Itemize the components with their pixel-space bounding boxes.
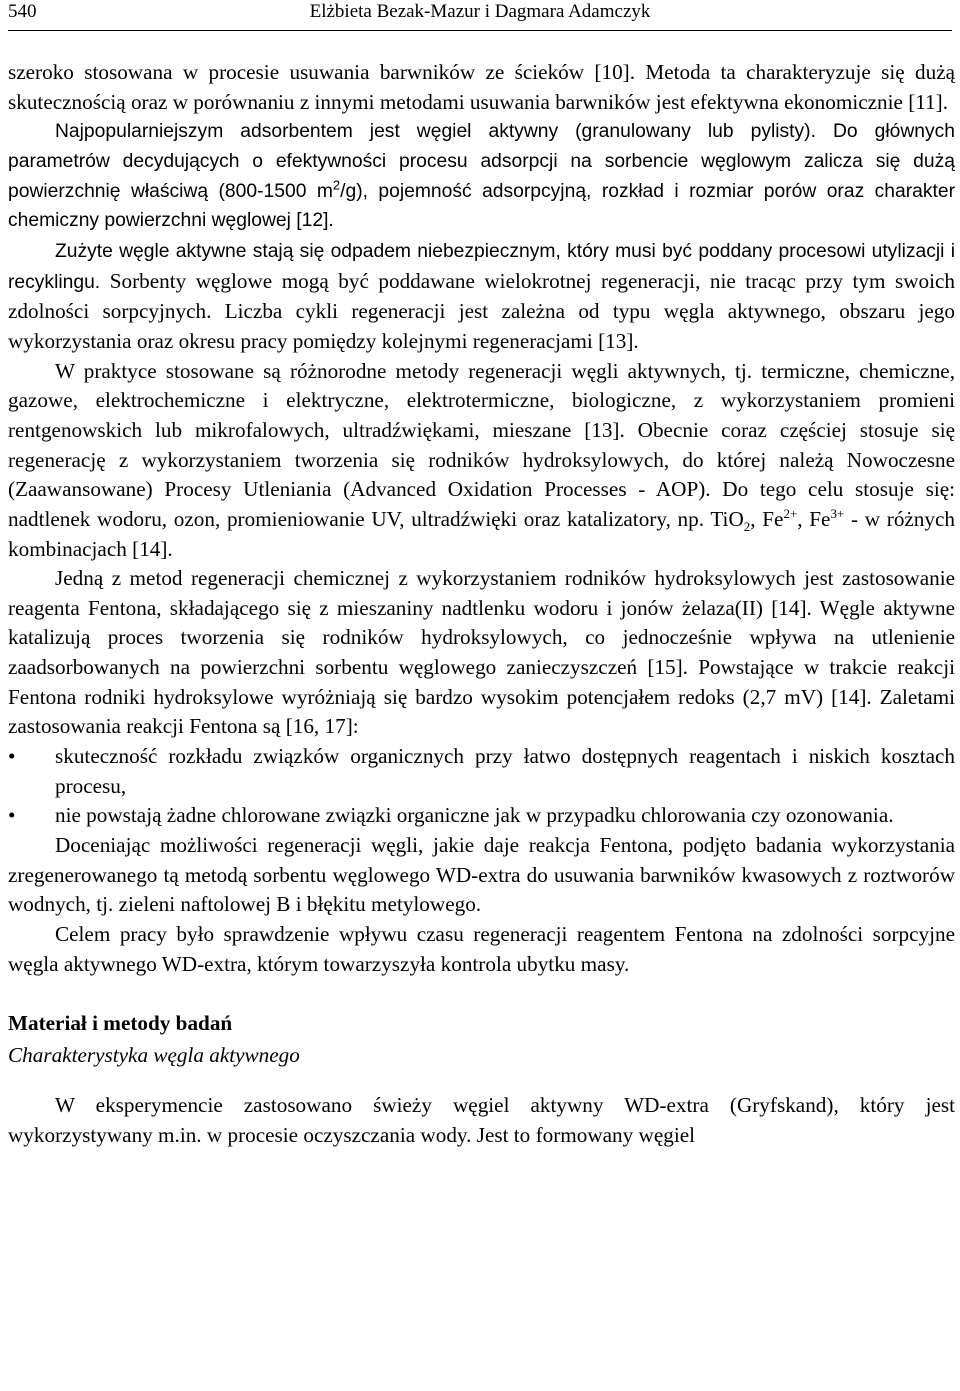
paragraph-4-text-b: , Fe: [750, 506, 784, 531]
paragraph-4-text-c: , Fe: [797, 506, 831, 531]
paragraph-5: Jedną z metod regeneracji chemicznej z wykorzystaniem rodników hydroksylowych jest zastosowanie reagenta Fentona, składającego się z mieszaniny nadtlenku wodoru i jonów żelaza(II) [14]. Węgle aktywne katalizują proces tworzenia się rodników hydroksylowych, co jednocześnie wpływa na utlenienie zaadsorbowanych na powierzchni sorbentu węglowego zanieczyszczeń [15]. Powstające w trakcie reakcji Fentona rodniki hydroksylowe wyróżniają się bardzo wysokim potencjałem redoks (2,7 mV) [14]. Zaletami zastosowania reakcji Fentona są [16, 17]:: [8, 566, 955, 739]
spacer: [8, 1071, 955, 1091]
bullet-list: [8, 742, 955, 831]
running-header: [8, 0, 952, 32]
paragraph-1: szeroko stosowana w procesie usuwania barwników ze ścieków [10]. Metoda ta charakteryzuje się dużą skutecznością oraz w porównaniu z innymi metodami usuwania barwników jest efektywna ekonomicznie [11].: [8, 60, 955, 114]
bullet-icon: •: [8, 744, 16, 769]
paragraph-8: W eksperymencie zastosowano świeży węgiel aktywny WD-extra (Gryfskand), który jest wykorzystywany m.in. w procesie oczyszczania wody. Jest to formowany węgiel: [8, 1093, 955, 1147]
page-number: 540: [8, 1, 37, 22]
paragraph-2-text-a: Najpopularniejszym adsorbentem jest węgiel aktywny (granulowany lub pylisty). Do głównych parametrów decydujących o efektywności procesu adsorpcji na sorbencie węglowym zalicza się dużą powierzchnię właściwą (800-1500 m: [8, 121, 955, 202]
bullet-icon: •: [8, 803, 16, 828]
paragraph-6: Doceniając możliwości regeneracji węgli, jakie daje reakcja Fentona, podjęto badania wykorzystania zregenerowanego tą metodą sorbentu węglowego WD-extra do usuwania barwników kwasowych z roztworów wodnych, tj. zieleni naftolowej B i błękitu metylowego.: [8, 833, 955, 917]
list-item: [8, 801, 955, 831]
paragraph-3: [8, 236, 955, 357]
paragraph-2-text-b: /g), pojemność adsorpcyjną, rozkład i rozmiar porów oraz charakter chemiczny powierzchni węglowej [12].: [8, 180, 956, 232]
spacer: [8, 979, 955, 1007]
superscript-2-plus: 2+: [783, 505, 798, 521]
subscript-2: 2: [743, 519, 751, 535]
paragraph-3-text-b: Sorbenty węglowe mogą być poddawane wielokrotnej regeneracji, nie tracąc przy tym swoich zdolności sorpcyjnych. Liczba cykli regeneracji jest zależna od typu węgla aktywnego, obszaru jego wykorzystania oraz okresu pracy pomiędzy kolejnymi regeneracjami [13].: [8, 268, 955, 353]
paragraph-3-text-a: Zużyte węgle aktywne stają się odpadem niebezpiecznym, który musi być poddany procesowi utylizacji i recyklingu.: [8, 240, 955, 293]
paragraph-4-text-a: W praktyce stosowane są różnorodne metody regeneracji węgli aktywnych, tj. termiczne, chemiczne, gazowe, elektrochemiczne i elektryczne, elektrotermiczne, biologiczne, z wykorzystaniem promieni rentgenowskich lub mikrofalowych, ultradźwiękami, mieszane [13]. Obecnie coraz częściej stosuje się regenerację z wykorzystaniem tworzenia się rodników hydroksylowych, do której należą Nowoczesne (Zaawansowane) Procesy Utleniania (Advanced Oxidation Processes - AOP). Do tego celu stosuje się: nadtlenek wodoru, ozon, promieniowanie UV, ultradźwięki oraz katalizatory, np. TiO: [8, 358, 955, 531]
paragraph-2: [8, 117, 955, 236]
list-item: [8, 742, 955, 801]
superscript-3-plus: 3+: [830, 505, 845, 521]
paragraph-4: [8, 357, 955, 565]
article-body: [8, 58, 955, 1151]
list-item-text: skuteczność rozkładu związków organicznych przy łatwo dostępnych reagentach i niskich kosztach procesu,: [55, 744, 955, 798]
running-header-authors: Elżbieta Bezak-Mazur i Dagmara Adamczyk: [309, 1, 651, 22]
header-rule: [8, 30, 952, 31]
paragraph-7: Celem pracy było sprawdzenie wpływu czasu regeneracji reagentem Fentona na zdolności sorpcyjne węgla aktywnego WD-extra, którym towarzyszyła kontrola ubytku masy.: [8, 922, 955, 976]
list-item-text: nie powstają żadne chlorowane związki organiczne jak w przypadku chlorowania czy ozonowania.: [55, 803, 894, 828]
superscript-2: 2: [332, 177, 341, 193]
section-heading: Materiał i metody badań: [8, 1011, 233, 1036]
paragraph-4-text-d: - w różnych kombinacjach [14].: [8, 506, 955, 561]
subsection-heading: Charakterystyka węgla aktywnego: [8, 1043, 300, 1068]
